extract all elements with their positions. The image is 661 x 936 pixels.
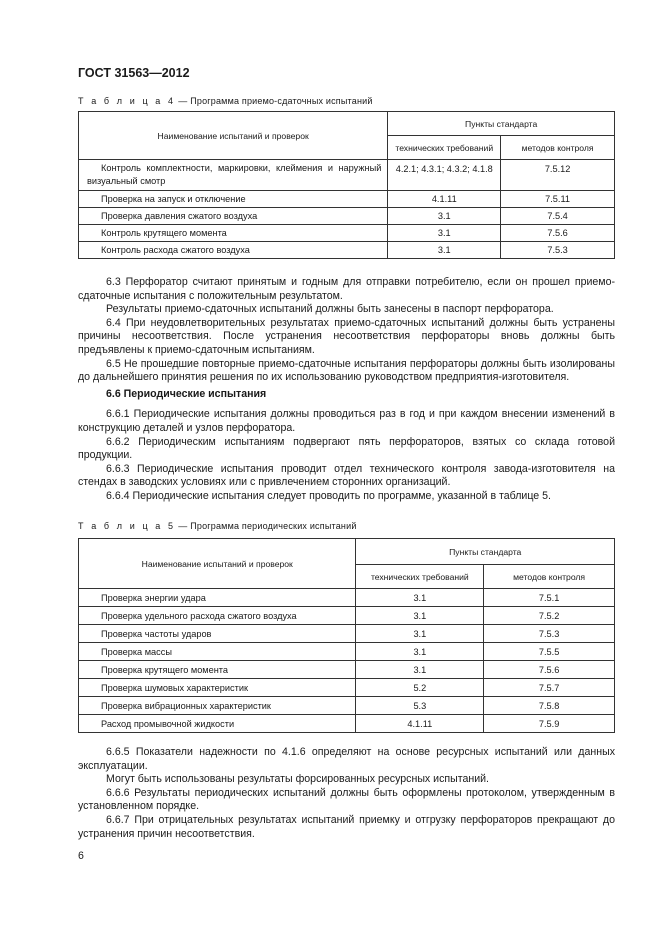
document-header: ГОСТ 31563—2012 bbox=[78, 66, 190, 80]
table-4-header-methods: методов контроля bbox=[501, 136, 615, 160]
table-4-cell-method: 7.5.6 bbox=[501, 225, 615, 242]
paragraph: Результаты приемо-сдаточных испытаний должны быть занесены в паспорт перфоратора. bbox=[106, 303, 554, 316]
table-5-header-name: Наименование испытаний и проверок bbox=[79, 539, 356, 589]
table-4 bbox=[78, 111, 615, 259]
paragraph: 6.6.1 Периодические испытания должны проводиться раз в год и при каждом внесении изменений в конструкцию деталей и узлов перфоратора. bbox=[78, 408, 615, 434]
table-row bbox=[79, 191, 615, 208]
table-row bbox=[79, 607, 615, 625]
table-5-cell-name: Расход промывочной жидкости bbox=[79, 715, 356, 733]
body-text-block-1 bbox=[78, 276, 615, 504]
table-5-cell-tech: 3.1 bbox=[356, 589, 484, 607]
table-row bbox=[79, 208, 615, 225]
paragraph: 6.4 При неудовлетворительных результатах приемо-сдаточных испытаний должны быть устранены причины несоответствия. После устранения несоответствия перфораторы вновь должны быть предъявлены к приемо-сдаточным испытаниям. bbox=[78, 316, 615, 356]
table-4-cell-name: Проверка давления сжатого воздуха bbox=[79, 208, 388, 225]
table-4-cell-tech: 3.1 bbox=[388, 225, 501, 242]
table-4-cell-tech: 3.1 bbox=[388, 242, 501, 259]
paragraph: 6.3 Перфоратор считают принятым и годным для отправки потребителю, если он прошел приемо-сдаточные испытания с положительным результатом. bbox=[78, 276, 615, 302]
table-4-cell-method: 7.5.12 bbox=[501, 160, 615, 191]
table-4-header-name: Наименование испытаний и проверок bbox=[79, 112, 388, 160]
paragraph: Могут быть использованы результаты форсированных ресурсных испытаний. bbox=[106, 773, 489, 786]
table-5-cell-tech: 3.1 bbox=[356, 643, 484, 661]
table-5-cell-tech: 5.2 bbox=[356, 679, 484, 697]
table-row bbox=[79, 242, 615, 259]
table-4-caption-title: — Программа приемо-сдаточных испытаний bbox=[175, 96, 373, 106]
table-5-cell-method: 7.5.9 bbox=[484, 715, 615, 733]
table-4-cell-name: Контроль расхода сжатого воздуха bbox=[79, 242, 388, 259]
table-5-cell-name: Проверка удельного расхода сжатого воздуха bbox=[79, 607, 356, 625]
table-5-cell-method: 7.5.6 bbox=[484, 661, 615, 679]
table-5-caption-prefix: Т а б л и ц а 5 bbox=[78, 521, 176, 531]
table-row bbox=[79, 160, 615, 191]
paragraph: 6.6.2 Периодическим испытаниям подвергают пять перфораторов, взятых со склада готовой продукции. bbox=[78, 435, 615, 462]
table-5-cell-name: Проверка вибрационных характеристик bbox=[79, 697, 356, 715]
table-5-header-methods: методов контроля bbox=[484, 565, 615, 589]
table-5-cell-tech: 3.1 bbox=[356, 607, 484, 625]
table-5-cell-tech: 3.1 bbox=[356, 661, 484, 679]
body-text-block-2 bbox=[78, 746, 615, 841]
table-5-cell-tech: 4.1.11 bbox=[356, 715, 484, 733]
table-4-header-tech: технических требований bbox=[388, 136, 501, 160]
table-4-cell-tech: 3.1 bbox=[388, 208, 501, 225]
table-5-cell-method: 7.5.2 bbox=[484, 607, 615, 625]
table-5-cell-method: 7.5.7 bbox=[484, 679, 615, 697]
table-5-cell-name: Проверка частоты ударов bbox=[79, 625, 356, 643]
table-4-cell-tech: 4.1.11 bbox=[388, 191, 501, 208]
paragraph: 6.6.5 Показатели надежности по 4.1.6 определяют на основе ресурсных испытаний или данных эксплуатации. bbox=[78, 746, 615, 772]
table-4-cell-tech: 4.2.1; 4.3.1; 4.3.2; 4.1.8 bbox=[388, 160, 501, 191]
table-row bbox=[79, 643, 615, 661]
table-4-cell-name: Проверка на запуск и отключение bbox=[79, 191, 388, 208]
table-4-header-group: Пункты стандарта bbox=[388, 112, 615, 136]
table-row bbox=[79, 715, 615, 733]
table-5-cell-name: Проверка энергии удара bbox=[79, 589, 356, 607]
table-row bbox=[79, 225, 615, 242]
table-5-header-group: Пункты стандарта bbox=[356, 539, 615, 565]
table-5-cell-method: 7.5.8 bbox=[484, 697, 615, 715]
table-4-caption bbox=[78, 96, 373, 106]
table-5-cell-method: 7.5.1 bbox=[484, 589, 615, 607]
table-5-cell-method: 7.5.5 bbox=[484, 643, 615, 661]
table-row bbox=[79, 589, 615, 607]
paragraph: 6.6.6 Результаты периодических испытаний должны быть оформлены протоколом, утвержденным в установленном порядке. bbox=[78, 786, 615, 813]
table-row bbox=[79, 697, 615, 715]
paragraph: 6.5 Не прошедшие повторные приемо-сдаточные испытания перфораторы должны быть изолированы до дальнейшего принятия решения по их использованию руководством предприятия-изготовителя. bbox=[78, 357, 615, 384]
table-5-caption bbox=[78, 521, 357, 531]
table-5-cell-name: Проверка крутящего момента bbox=[79, 661, 356, 679]
table-5-cell-name: Проверка массы bbox=[79, 643, 356, 661]
table-5-cell-method: 7.5.3 bbox=[484, 625, 615, 643]
table-row bbox=[79, 625, 615, 643]
section-heading: 6.6 Периодические испытания bbox=[106, 387, 267, 400]
table-5 bbox=[78, 538, 615, 733]
table-4-cell-method: 7.5.4 bbox=[501, 208, 615, 225]
table-5-header-tech: технических требований bbox=[356, 565, 484, 589]
table-row bbox=[79, 679, 615, 697]
table-4-cell-name: Контроль комплектности, маркировки, клеймения и наружный визуальный смотр bbox=[79, 160, 388, 191]
paragraph: 6.6.7 При отрицательных результатах испытаний приемку и отгрузку перфораторов прекращают до устранения причин несоответствия. bbox=[78, 813, 615, 840]
paragraph: 6.6.4 Периодические испытания следует проводить по программе, указанной в таблице 5. bbox=[106, 489, 551, 502]
table-5-caption-title: — Программа периодических испытаний bbox=[175, 521, 357, 531]
table-5-cell-name: Проверка шумовых характеристик bbox=[79, 679, 356, 697]
table-5-cell-tech: 3.1 bbox=[356, 625, 484, 643]
table-5-cell-tech: 5.3 bbox=[356, 697, 484, 715]
paragraph: 6.6.3 Периодические испытания проводит отдел технического контроля завода-изготовителя на стендах в заводских условиях или с привлечением сторонних организаций. bbox=[78, 462, 615, 489]
table-4-cell-method: 7.5.11 bbox=[501, 191, 615, 208]
table-4-caption-prefix: Т а б л и ц а 4 bbox=[78, 96, 176, 106]
table-row bbox=[79, 661, 615, 679]
table-4-cell-method: 7.5.3 bbox=[501, 242, 615, 259]
page-number: 6 bbox=[78, 850, 84, 862]
table-4-cell-name: Контроль крутящего момента bbox=[79, 225, 388, 242]
